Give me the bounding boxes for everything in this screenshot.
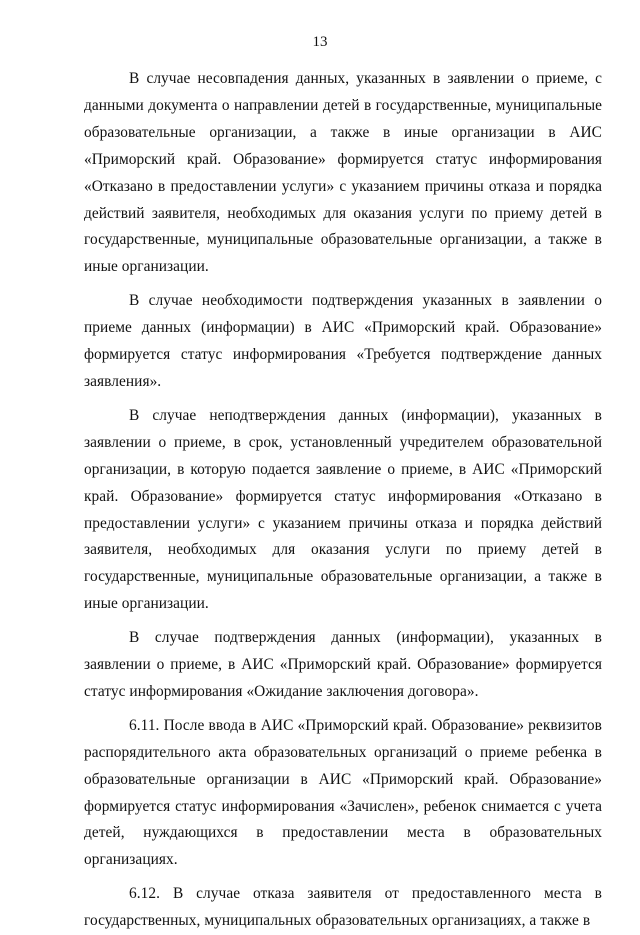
- paragraph-6-12: 6.12. В случае отказа заявителя от предоставленного места в государственных, муниципальных образовательных организациях, а также в: [84, 885, 602, 930]
- paragraph-not-confirmed: В случае неподтверждения данных (информации), указанных в заявлении о приеме, в срок, установленный учредителем образовательной организации, в которую подается заявление о приеме, в АИС «Приморский край. Образование» формируется статус информирования «Отказано в предоставлении услуги» с указанием причины отказа и порядка действий заявителя, необходимых для оказания услуги по приему детей в государственные, муниципальные образовательные организации, а также в иные организации.: [84, 406, 602, 613]
- paragraph-confirmed: В случае подтверждения данных (информации), указанных в заявлении о приеме, в АИС «Приморский край. Образование» формируется статус информирования «Ожидание заключения договора».: [84, 629, 602, 700]
- paragraph-6-11: 6.11. После ввода в АИС «Приморский край. Образование» реквизитов распорядительного акта образовательных организаций о приеме ребенка в образовательные организации в АИС «Приморский край. Образование» формируется статус информирования «Зачислен», ребенок снимается с учета детей, нуждающихся в предоставлении места в образовательных организациях.: [84, 716, 602, 869]
- document-body: [84, 66, 602, 935]
- paragraph-confirmation-required: В случае необходимости подтверждения указанных в заявлении о приеме данных (информации) в АИС «Приморский край. Образование» формируется статус информирования «Требуется подтверждение данных заявления».: [84, 292, 602, 390]
- page-number: 13: [312, 34, 328, 50]
- paragraph-data-mismatch: В случае несовпадения данных, указанных в заявлении о приеме, с данными документа о направлении детей в государственные, муниципальные образовательные организации, а также в иные организации в АИС «Приморский край. Образование» формируется статус информирования «Отказано в предоставлении услуги» с указанием причины отказа и порядка действий заявителя, необходимых для оказания услуги по приему детей в государственные, муниципальные образовательные организации, а также в иные организации.: [84, 70, 602, 276]
